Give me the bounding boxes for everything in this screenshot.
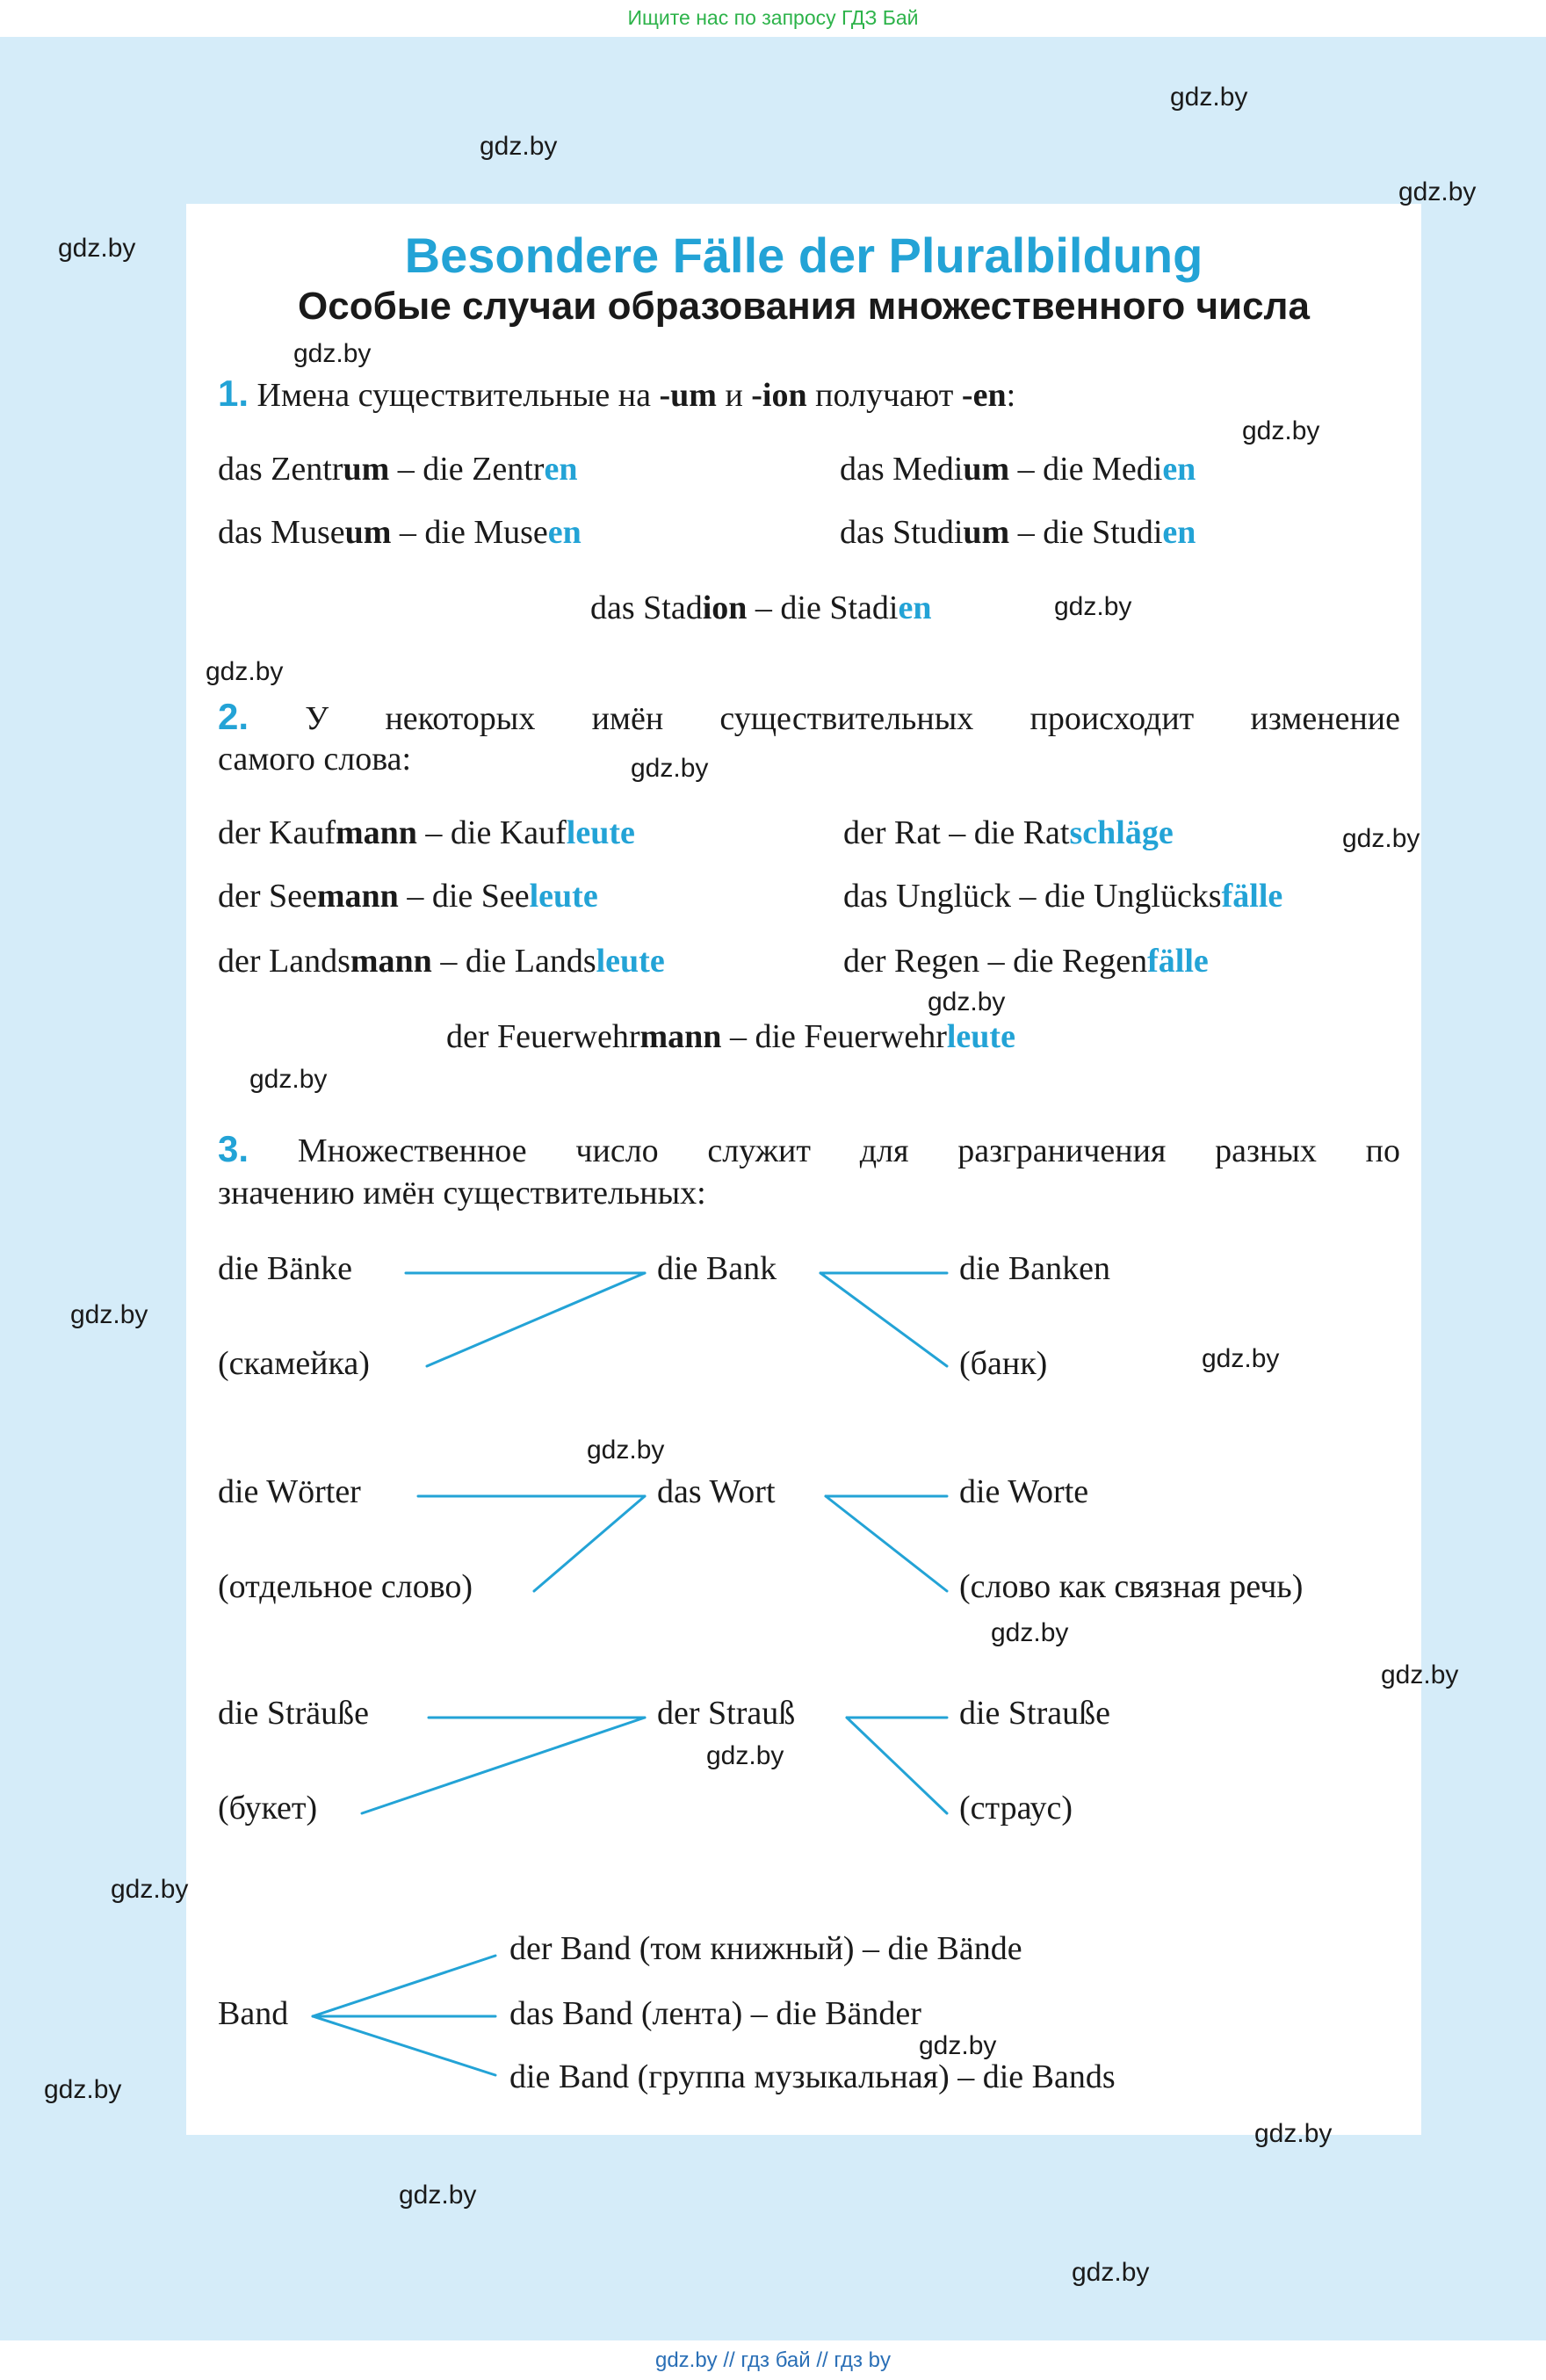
watermark: gdz.by: [1242, 416, 1320, 445]
watermark: gdz.by: [587, 1436, 665, 1465]
example-unglueck: das Unglück – die Unglücksfälle: [843, 878, 1283, 915]
watermark: gdz.by: [58, 234, 136, 263]
g3-center: der Strauß: [657, 1695, 796, 1732]
watermark: gdz.by: [706, 1741, 784, 1770]
textbook-page: [186, 204, 1421, 2135]
watermark: gdz.by: [480, 132, 558, 161]
watermark: gdz.by: [1202, 1344, 1280, 1373]
g4-branch-1: der Band (том книжный) – die Bände: [509, 1930, 1022, 1967]
g4-branch-3: die Band (группа музыкальная) – die Bands: [509, 2058, 1116, 2095]
g1-center: die Bank: [657, 1250, 777, 1287]
example-seemann: der Seemann – die Seeleute: [218, 878, 598, 915]
example-landsmann: der Landsmann – die Landsleute: [218, 943, 665, 980]
bottom-banner: gdz.by // гдз бай // гдз by: [654, 2348, 892, 2372]
g3-line-left-bottom: [362, 1718, 645, 1813]
watermark: gdz.by: [928, 987, 1006, 1016]
watermark: gdz.by: [44, 2075, 122, 2104]
g2-right-top: die Worte: [959, 1473, 1089, 1510]
g1-right-top: die Banken: [959, 1250, 1111, 1287]
g3-left-bottom: (букет): [218, 1790, 318, 1827]
watermark: gdz.by: [1054, 592, 1132, 621]
watermark: gdz.by: [1170, 83, 1248, 112]
watermark: gdz.by: [206, 657, 284, 686]
example-regen: der Regen – die Regenfälle: [843, 943, 1209, 980]
g3-right-bottom: (страус): [959, 1790, 1073, 1827]
example-kaufmann: der Kaufmann – die Kaufleute: [218, 814, 635, 851]
example-stadion: das Stadion – die Stadien: [590, 590, 932, 626]
section-1-heading: 1. Имена существительные на -um и -ion получают -en:: [218, 373, 1016, 414]
g1-left-bottom: (скамейка): [218, 1345, 370, 1382]
g4-root: Band: [218, 1995, 289, 2032]
g1-line-right-bottom: [820, 1273, 947, 1366]
watermark: gdz.by: [70, 1300, 148, 1329]
watermark: gdz.by: [1254, 2119, 1333, 2148]
g4-line-3: [313, 2016, 495, 2075]
g4-branch-2: das Band (лента) – die Bänder: [509, 1995, 921, 2032]
g2-line-right-bottom: [826, 1496, 947, 1591]
top-banner: Ищите нас по запросу ГДЗ Бай: [627, 6, 919, 29]
example-zentrum: das Zentrum – die Zentren: [218, 451, 578, 488]
example-museum: das Museum – die Museen: [218, 514, 582, 551]
watermark: gdz.by: [1342, 824, 1420, 853]
watermark: gdz.by: [1072, 2258, 1150, 2287]
g2-center: das Wort: [657, 1473, 776, 1510]
example-feuerwehrmann: der Feuerwehrmann – die Feuerwehrleute: [446, 1018, 1015, 1055]
section-3-heading: 3. Множественное число служит для разграничения разных по: [218, 1128, 1401, 1169]
section-2-heading: 2. У некоторых имён существительных происходит изменение: [218, 696, 1401, 737]
section-3-heading-cont: значению имён существительных:: [218, 1175, 706, 1212]
g1-line-left-bottom: [427, 1273, 645, 1366]
g1-left-top: die Bänke: [218, 1250, 353, 1287]
watermark: gdz.by: [399, 2181, 477, 2210]
watermark: gdz.by: [293, 339, 372, 368]
g3-right-top: die Strauße: [959, 1695, 1111, 1732]
g3-line-right-bottom: [847, 1718, 947, 1813]
g3-left-top: die Sträuße: [218, 1695, 370, 1732]
page-title: Besondere Fälle der Pluralbildung: [404, 228, 1203, 283]
g2-right-bottom: (слово как связная речь): [959, 1568, 1304, 1605]
g4-line-1: [313, 1956, 495, 2016]
example-rat: der Rat – die Ratschläge: [843, 814, 1174, 851]
watermark: gdz.by: [1381, 1660, 1459, 1689]
example-medium: das Medium – die Medien: [840, 451, 1196, 488]
example-studium: das Studium – die Studien: [840, 514, 1196, 551]
g2-left-bottom: (отдельное слово): [218, 1568, 473, 1605]
watermark: gdz.by: [919, 2031, 997, 2060]
page-subtitle: Особые случаи образования множественного числа: [298, 285, 1310, 328]
watermark: gdz.by: [1398, 177, 1477, 206]
g1-right-bottom: (банк): [959, 1345, 1048, 1382]
watermark: gdz.by: [111, 1875, 189, 1904]
connector-lines: [186, 204, 1421, 2135]
section-2-heading-cont: самого слова:: [218, 741, 412, 778]
watermark: gdz.by: [631, 754, 709, 783]
watermark: gdz.by: [991, 1618, 1069, 1647]
g2-line-left-bottom: [534, 1496, 645, 1591]
g2-left-top: die Wörter: [218, 1473, 361, 1510]
watermark: gdz.by: [249, 1065, 328, 1094]
